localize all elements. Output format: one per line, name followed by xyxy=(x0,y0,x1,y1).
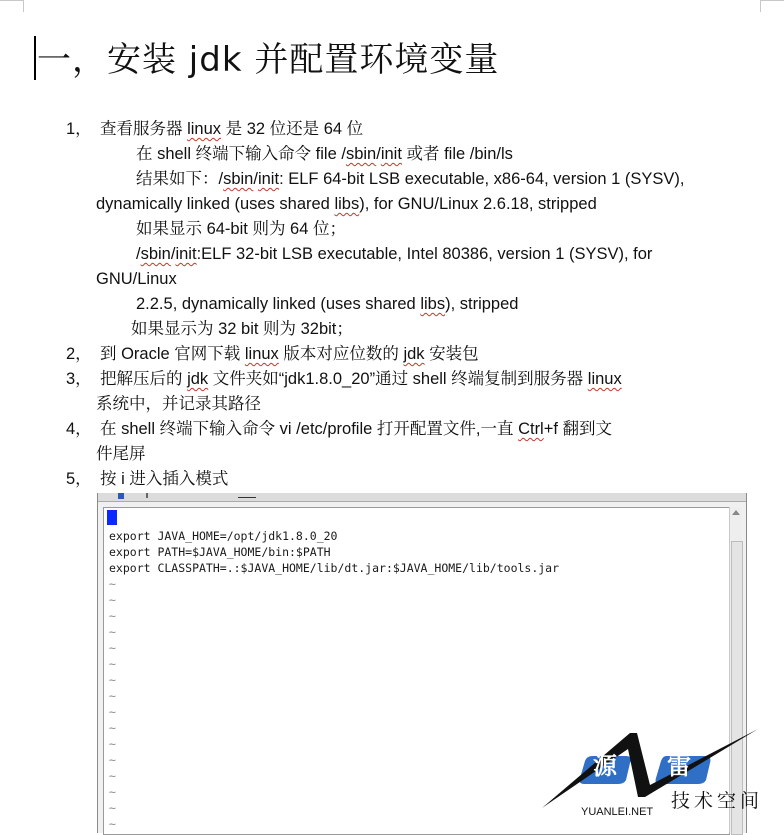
empty-line-marker: ~ xyxy=(109,689,116,703)
step-1-if-32bit: 如果显示为 32 bit 则为 32bit； xyxy=(131,320,353,338)
step-text: 把解压后的 jdk 文件夹如“jdk1.8.0_20”通过 shell 终端复制到服务器 linux xyxy=(100,370,622,388)
empty-line-marker: ~ xyxy=(109,609,116,623)
step-text: 查看服务器 linux 是 32 位还是 64 位 xyxy=(100,120,364,138)
logo-char-2: 雷 xyxy=(667,752,691,780)
scroll-up-arrow-icon[interactable] xyxy=(732,510,740,515)
step-number: 5， xyxy=(66,470,92,488)
step-3 xyxy=(66,367,622,392)
result-text: /sbin/init: ELF 64-bit LSB executable, x86-64, version 1 (SYSV), xyxy=(218,170,685,188)
step-2 xyxy=(66,342,479,367)
section-heading: 一，安装 jdk 并配置环境变量 xyxy=(37,40,500,80)
block-cursor xyxy=(107,510,117,525)
page-corner-mark-left xyxy=(0,0,24,1)
result-label: 结果如下： xyxy=(136,170,219,188)
step-text: 按 i 进入插入模式 xyxy=(100,470,229,488)
empty-line-marker: ~ xyxy=(109,817,116,831)
empty-line-marker: ~ xyxy=(109,641,116,655)
toolbar-separator xyxy=(146,493,148,498)
empty-line-marker: ~ xyxy=(109,721,116,735)
page-corner-mark-right xyxy=(760,0,784,1)
step-4 xyxy=(66,417,612,442)
step-1-result-continued: dynamically linked (uses shared libs), for GNU/Linux 2.6.18, stripped xyxy=(96,195,597,213)
terminal-toolbar xyxy=(98,493,746,502)
empty-line-marker: ~ xyxy=(109,593,116,607)
empty-line-marker: ~ xyxy=(109,737,116,751)
empty-line-marker: ~ xyxy=(109,753,116,767)
text-caret xyxy=(34,36,36,80)
step-text: 在 shell 终端下输入命令 vi /etc/profile 打开配置文件,一直 Ctrl+f 翻到文 xyxy=(100,420,613,438)
empty-line-marker: ~ xyxy=(109,785,116,799)
step-number: 4， xyxy=(66,420,92,438)
step-5 xyxy=(66,467,228,492)
step-1-alt-result: /sbin/init:ELF 32-bit LSB executable, Intel 80386, version 1 (SYSV), for xyxy=(136,245,653,263)
terminal-line: export PATH=$JAVA_HOME/bin:$PATH xyxy=(109,545,331,559)
logo-url: YUANLEI.NET xyxy=(581,806,654,818)
empty-line-marker: ~ xyxy=(109,673,116,687)
step-4-continued: 件尾屏 xyxy=(96,445,146,463)
step-1-result-line xyxy=(136,167,684,192)
empty-line-marker: ~ xyxy=(109,625,116,639)
terminal-line: export CLASSPATH=.:$JAVA_HOME/lib/dt.jar:$JAVA_HOME/lib/tools.jar xyxy=(109,561,560,575)
watermark-logo xyxy=(540,725,784,826)
step-text: 到 Oracle 官网下载 linux 版本对应位数的 jdk 安装包 xyxy=(100,345,479,363)
empty-line-marker: ~ xyxy=(109,801,116,815)
empty-line-marker: ~ xyxy=(109,705,116,719)
step-1-alt-result-continued: GNU/Linux xyxy=(96,270,177,288)
toolbar-underline xyxy=(238,497,256,498)
step-3-continued: 系统中，并记录其路径 xyxy=(96,395,261,413)
logo-subtitle: 技术空间 xyxy=(671,790,764,812)
empty-line-marker: ~ xyxy=(109,657,116,671)
toolbar-marker-icon xyxy=(118,493,124,499)
terminal-line: export JAVA_HOME=/opt/jdk1.8.0_20 xyxy=(109,529,338,543)
step-1-alt-result-end: 2.2.5, dynamically linked (uses shared libs), stripped xyxy=(136,295,519,313)
step-number: 1， xyxy=(66,120,92,138)
empty-line-marker: ~ xyxy=(109,769,116,783)
step-number: 3， xyxy=(66,370,92,388)
step-1 xyxy=(66,117,363,142)
step-1-command-intro: 在 shell 终端下输入命令 file /sbin/init 或者 file /bin/ls xyxy=(136,145,513,163)
step-number: 2， xyxy=(66,345,92,363)
step-1-if-64bit: 如果显示 64-bit 则为 64 位； xyxy=(136,220,346,238)
logo-char-1: 源 xyxy=(593,752,617,780)
empty-line-marker: ~ xyxy=(109,577,116,591)
